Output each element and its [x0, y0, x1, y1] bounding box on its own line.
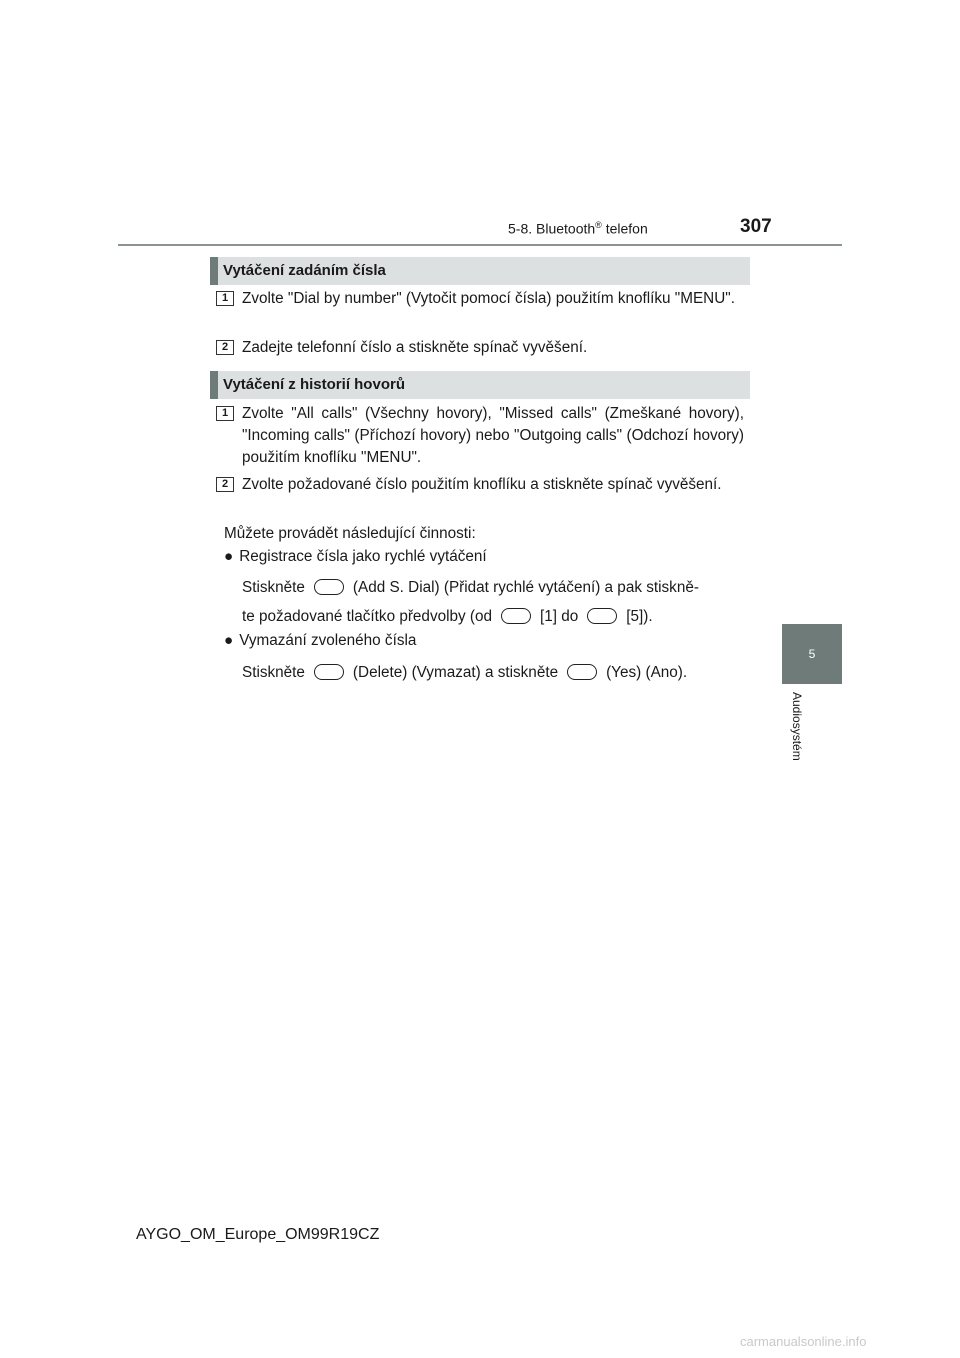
instruction-text: Stiskněte: [242, 579, 305, 596]
step-text: Zvolte "Dial by number" (Vytočit pomocí čísla) použitím knoflíku "MENU".: [242, 290, 735, 307]
section-breadcrumb: [508, 220, 648, 237]
document-id: AYGO_OM_Europe_OM99R19CZ: [136, 1226, 380, 1243]
instruction-text: (Delete) (Vymazat) a stiskněte: [352, 664, 559, 681]
bullet-item: [224, 546, 487, 568]
instruction-line: [242, 662, 687, 684]
button-icon: [314, 579, 344, 595]
instruction-text: [1] do: [540, 608, 579, 625]
bullet-title: Registrace čísla jako rychlé vytáčení: [239, 548, 487, 565]
button-icon: [567, 664, 597, 680]
instruction-line: [242, 606, 653, 628]
header-divider: [118, 244, 842, 246]
bullet-icon: ●: [224, 548, 234, 565]
instruction-text: [5]).: [626, 608, 653, 625]
button-icon: [587, 608, 617, 624]
chapter-label: Audiosystém: [790, 692, 804, 761]
instruction-line: [242, 577, 699, 599]
button-icon: [501, 608, 531, 624]
page-number: 307: [740, 216, 772, 237]
button-icon: [314, 664, 344, 680]
step-text: Zvolte požadované číslo použitím knoflíku a stiskněte spínač vyvěšení.: [242, 476, 722, 493]
bullet-icon: ●: [224, 632, 234, 649]
section-header-call-history: Vytáčení z historií hovorů: [210, 371, 750, 399]
section-title: 5-8. Bluetooth: [508, 220, 596, 237]
instruction-text: (Yes) (Ano).: [606, 664, 688, 681]
section-suffix: telefon: [601, 220, 648, 237]
instruction-text: Stiskněte: [242, 664, 305, 681]
section-header-dial-by-number: Vytáčení zadáním čísla: [210, 257, 750, 285]
bullet-item: [224, 630, 416, 652]
chapter-tab: [782, 624, 842, 684]
instruction-text: te požadované tlačítko předvolby (od: [242, 608, 493, 625]
watermark: carmanualsonline.info: [740, 1334, 867, 1349]
operations-intro: Můžete provádět následující činnosti:: [224, 525, 476, 542]
instruction-text: (Add S. Dial) (Přidat rychlé vytáčení) a pak stiskně-: [352, 579, 699, 596]
step-badge: 1: [216, 291, 234, 306]
step-badge: 2: [216, 340, 234, 355]
step-text: Zadejte telefonní číslo a stiskněte spínač vyvěšení.: [242, 339, 588, 356]
step-badge: 1: [216, 406, 234, 421]
bullet-title: Vymazání zvoleného čísla: [239, 632, 417, 649]
registered-mark: ®: [595, 220, 602, 230]
chapter-number: 5: [808, 647, 816, 661]
step-badge: 2: [216, 477, 234, 492]
step-text: Zvolte "All calls" (Všechny hovory), "Missed calls" (Zmeškané hovory), "Incoming calls" (Příchozí hovory) nebo "Outgoing calls" (Odchozí hovory) použitím knoflíku "MENU".: [242, 405, 744, 466]
